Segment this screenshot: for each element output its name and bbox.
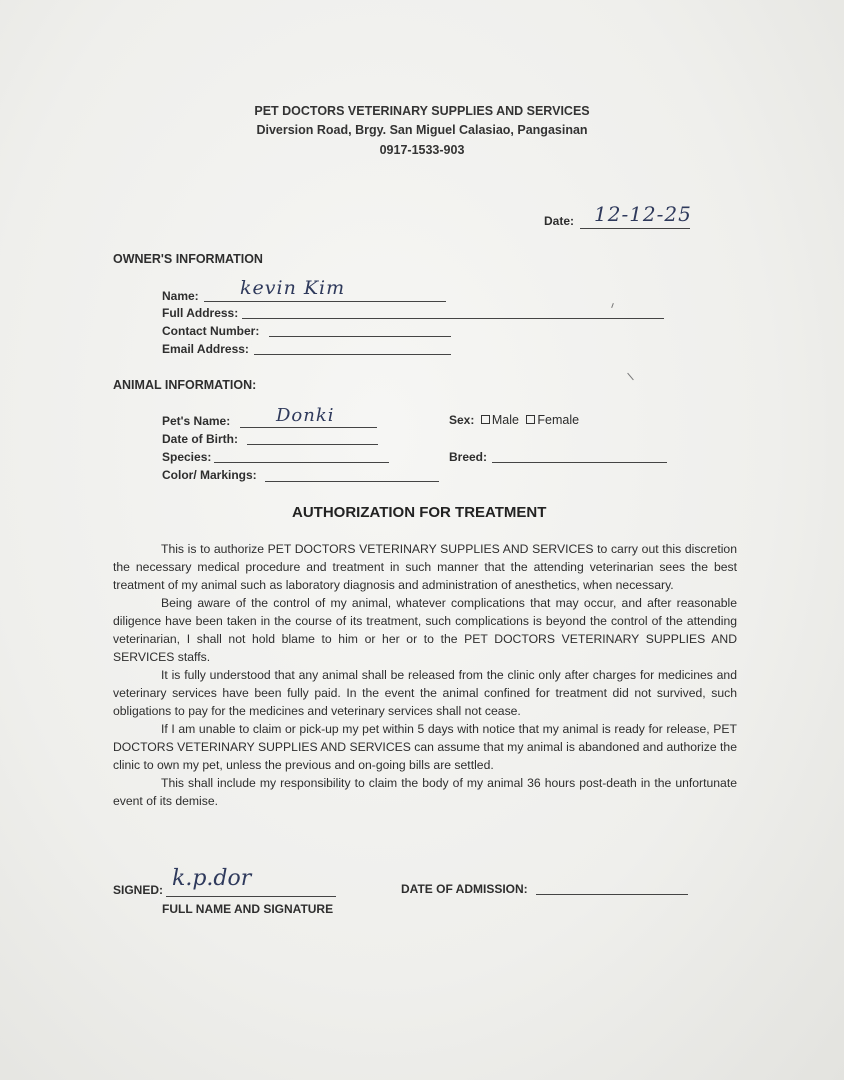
date-line[interactable] (580, 228, 690, 229)
signature-caption: FULL NAME AND SIGNATURE (162, 902, 334, 916)
breed-line[interactable] (492, 462, 667, 463)
authorization-paragraph: If I am unable to claim or pick-up my pet within 5 days with notice that my animal is ready for release, PET DOCTORS VETERINARY SUPPLIES AND SERVICES can assume that my animal is abandoned and authorize the clinic to own my pet, unless the previous and on-going bills are settled. (113, 722, 737, 772)
authorization-title: AUTHORIZATION FOR TREATMENT (292, 504, 547, 521)
color-line[interactable] (265, 481, 439, 482)
owner-email-label: Email Address: (162, 342, 249, 356)
pet-name-handwritten: Donki (276, 405, 335, 426)
authorization-body (113, 540, 737, 810)
species-label: Species: (162, 450, 212, 464)
authorization-paragraph: It is fully understood that any animal shall be released from the clinic only after charges for medicines and veterinary services have been fully paid. In the event the animal confined for treatment did not survived, such obligations to pay for the medicines and veterinary services shall not cease. (113, 668, 737, 718)
admission-line[interactable] (536, 894, 688, 895)
authorization-paragraph: Being aware of the control of my animal, whatever complications that may occur, and after reasonable diligence have been taken in the course of its treatment, such complications is beyond the control of the attending veterinarian, I shall not hold blame to him or her or to the PET DOCTORS VETERINARY SUPPLIES AND SERVICES staffs. (113, 596, 737, 664)
sex-label: Sex: (449, 413, 475, 427)
signature-handwritten: k.p.dor (172, 866, 252, 891)
animal-section-title: ANIMAL INFORMATION: (113, 378, 257, 392)
owner-address-label: Full Address: (162, 306, 239, 320)
sex-male-checkbox[interactable] (481, 415, 490, 424)
owner-address-line[interactable] (242, 318, 664, 319)
sex-female-label: Female (537, 413, 580, 427)
authorization-paragraph: This shall include my responsibility to claim the body of my animal 36 hours post-death in the unfortunate event of its demise. (113, 776, 737, 808)
species-line[interactable] (214, 462, 389, 463)
signature-line[interactable] (166, 896, 336, 897)
dob-label: Date of Birth: (162, 432, 238, 446)
owner-name-handwritten: kevin Kim (240, 277, 346, 299)
clinic-name: PET DOCTORS VETERINARY SUPPLIES AND SERVICES (254, 104, 590, 118)
stray-mark (611, 303, 614, 308)
clinic-address: Diversion Road, Brgy. San Miguel Calasiao, Pangasinan (256, 123, 588, 137)
date-handwritten: 12-12-25 (594, 202, 692, 226)
stray-mark (627, 373, 634, 381)
breed-label: Breed: (449, 450, 488, 464)
owner-contact-line[interactable] (269, 336, 451, 337)
signed-label: SIGNED: (113, 883, 164, 897)
owner-email-line[interactable] (254, 354, 451, 355)
date-label: Date: (544, 214, 575, 228)
pet-name-label: Pet's Name: (162, 414, 231, 428)
owner-contact-label: Contact Number: (162, 324, 260, 338)
sex-field (449, 413, 579, 427)
owner-name-line[interactable] (204, 301, 446, 302)
pet-name-line[interactable] (240, 427, 377, 428)
sex-male-label: Male (491, 413, 519, 427)
authorization-paragraph: This is to authorize PET DOCTORS VETERINARY SUPPLIES AND SERVICES to carry out this discretion the necessary medical procedure and treatment in such manner that the attending veterinarian sees the best treatment of my animal such as laboratory diagnosis and administration of anesthetics, when necessary. (113, 542, 737, 592)
admission-label: DATE OF ADMISSION: (401, 882, 528, 896)
sex-female-checkbox[interactable] (526, 415, 535, 424)
color-label: Color/ Markings: (162, 468, 257, 482)
owner-section-title: OWNER'S INFORMATION (113, 252, 263, 266)
dob-line[interactable] (247, 444, 378, 445)
clinic-phone: 0917-1533-903 (379, 143, 465, 157)
owner-name-label: Name: (162, 289, 199, 303)
